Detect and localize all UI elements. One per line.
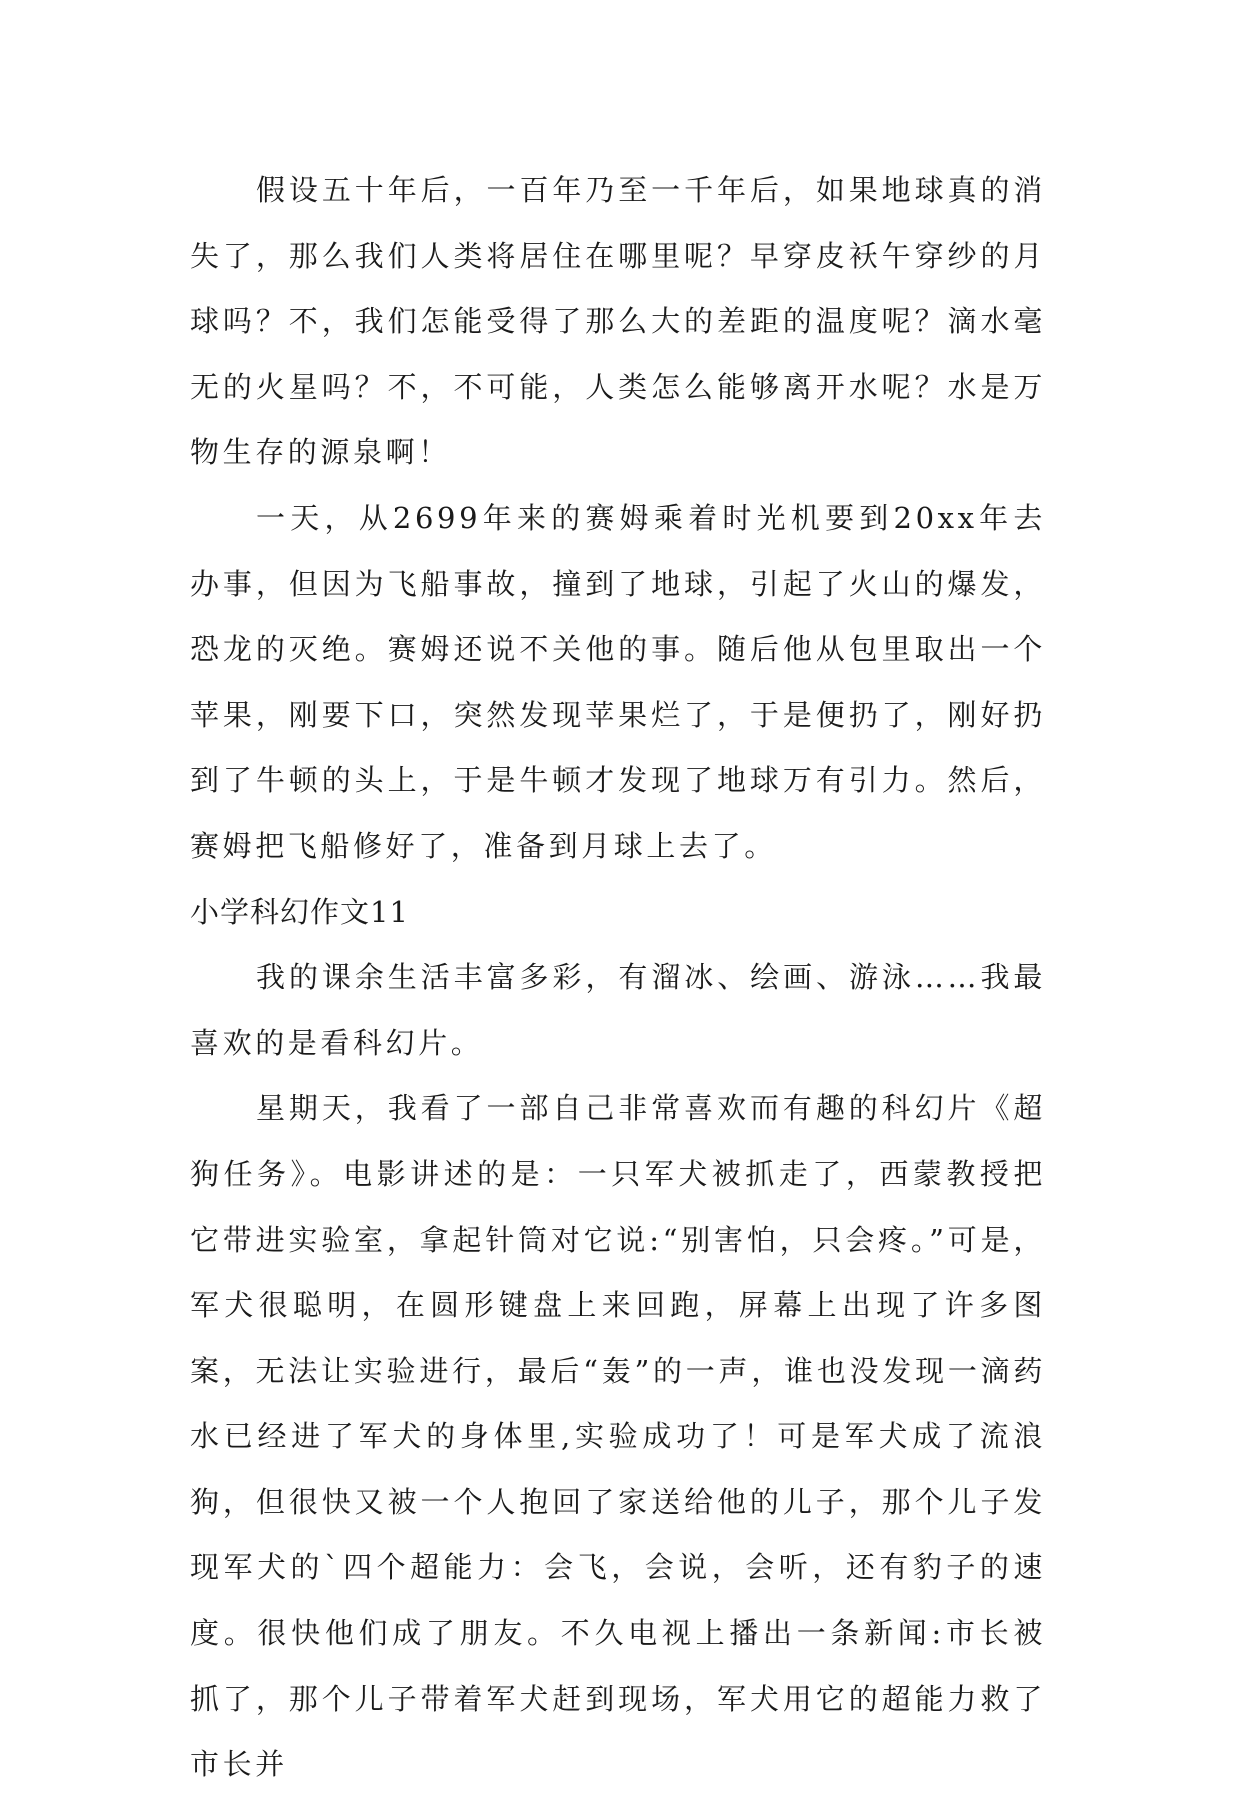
paragraph-earth-disappear: 假设五十年后，一百年乃至一千年后，如果地球真的消失了，那么我们人类将居住在哪里呢？早穿皮袄午穿纱的月球吗？不，我们怎能受得了那么大的差距的温度呢？滴水毫无的火星吗？不，不可能，人类怎么能够离开水呢？水是万物生存的源泉啊！: [190, 173, 1046, 470]
paragraph-sam-time-machine: 一天，从2699年来的赛姆乘着时光机要到20xx年去办事，但因为飞船事故，撞到了地球，引起了火山的爆发，恐龙的灭绝。赛姆还说不关他的事。随后他从包里取出一个苹果，刚要下口，突然发现苹果烂了，于是便扔了，刚好扔到了牛顿的头上，于是牛顿才发现了地球万有引力。然后，赛姆把飞船修好了，准备到月球上去了。: [190, 500, 1046, 863]
document-body: [190, 158, 1046, 1798]
paragraph-hobbies: 我的课余生活丰富多彩，有溜冰、绘画、游泳……我最喜欢的是看科幻片。: [190, 960, 1046, 1060]
section-heading: 小学科幻作文11: [190, 894, 409, 929]
paragraph-super-dog-movie: 星期天，我看了一部自己非常喜欢而有趣的科幻片《超狗任务》。电影讲述的是：一只军犬被抓走了，西蒙教授把它带进实验室，拿起针筒对它说:“别害怕，只会疼。”可是，军犬很聪明，在圆形键盘上来回跑，屏幕上出现了许多图案，无法让实验进行，最后“轰”的一声，谁也没发现一滴药水已经进了军犬的身体里,实验成功了！可是军犬成了流浪狗，但很快又被一个人抱回了家送给他的儿子，那个儿子发现军犬的`四个超能力：会飞，会说，会听，还有豹子的速度。很快他们成了朋友。不久电视上播出一条新闻:市长被抓了，那个儿子带着军犬赶到现场，军犬用它的超能力救了市长并: [190, 1091, 1046, 1782]
